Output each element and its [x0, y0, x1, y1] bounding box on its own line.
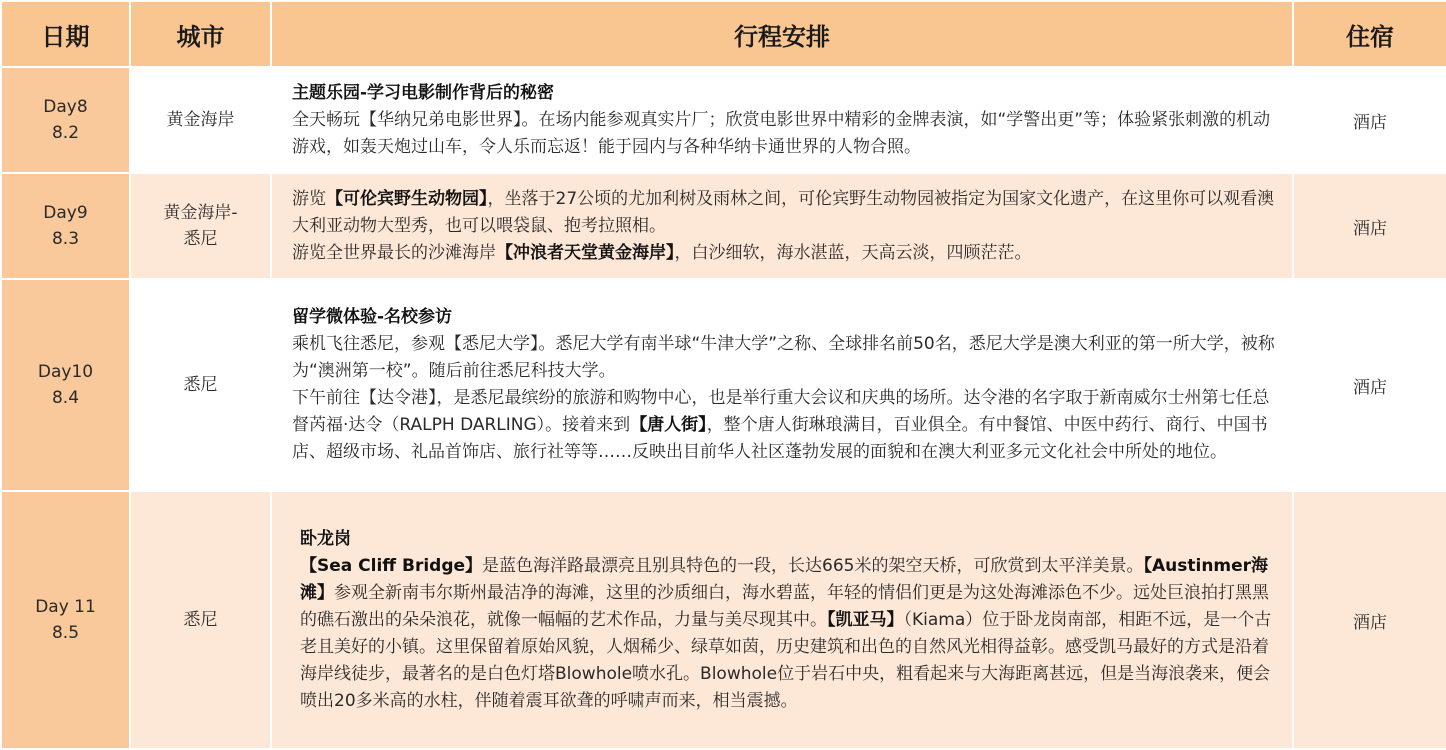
plan-text: 参观全新南韦尔斯州最洁净的海滩，这里的沙质细白，海水碧蓝，年轻的情侣们更是为这处海滩添色不少。远处巨浪拍打黑黑的礁石激出的朵朵浪花，就像一幅幅的艺术作品，力量与美尽现其中。: [300, 582, 1269, 630]
plan-text: ，坐落于27公顷的尤加利树及雨林之间，可伦宾野生动物园被指定为国家文化遗产，在这里你可以观看澳大利亚动物大型秀，也可以喂袋鼠、抱考拉照相。: [292, 188, 1275, 236]
plan-highlight: 【Austinmer海滩】: [300, 555, 1269, 603]
table-row-day9: [1, 173, 1446, 279]
date-cell: [1, 67, 130, 173]
table-row-day10: [1, 279, 1446, 491]
date-label: 8.5: [51, 623, 80, 643]
plan-text: 游览全世界最长的沙滩海岸: [292, 242, 496, 263]
city-cell: 黄金海岸: [130, 67, 271, 173]
date-label: 8.4: [51, 388, 80, 408]
city-cell: [130, 173, 271, 279]
plan-text: 下午前往【达令港】，是悉尼最缤纷的旅游和购物中心，也是举行重大会议和庆典的场所。达令港的名字取于新南威尔士州第七任总督芮福·达令（RALPH DARLING）。接着来到: [292, 388, 1270, 435]
plan-cell: [271, 67, 1293, 173]
day-label: Day9: [43, 203, 88, 223]
stay-cell: 酒店: [1293, 491, 1446, 749]
stay-cell: 酒店: [1293, 173, 1446, 279]
plan-text: ，整个唐人街琳琅满目，百业俱全。有中餐馆、中医中药行、商行、中国书店、超级市场、礼品首饰店、旅行社等等……反映出目前华人社区蓬勃发展的面貌和在澳大利亚多元文化社会中所处的地位。: [292, 415, 1268, 462]
header-date: 日期: [1, 1, 130, 67]
date-cell: [1, 491, 130, 749]
plan-title: 留学微体验-名校参访: [292, 307, 453, 327]
city-line: 悉尼: [183, 229, 218, 249]
plan-cell: [271, 279, 1293, 491]
city-cell: 悉尼: [130, 491, 271, 749]
plan-text: 乘机飞往悉尼，参观【悉尼大学】。悉尼大学有南半球“牛津大学”之称、全球排名前50名，悉尼大学是澳大利亚的第一所大学，被称为“澳洲第一校”。随后前往悉尼科技大学。: [292, 334, 1275, 381]
table-row-day8: [1, 67, 1446, 173]
plan-highlight: 【可伦宾野生动物园】: [326, 188, 488, 209]
date-cell: [1, 173, 130, 279]
plan-cell: [271, 491, 1293, 749]
header-city: 城市: [130, 1, 271, 67]
plan-highlight: 【唐人街】: [630, 415, 707, 435]
stay-cell: 酒店: [1293, 279, 1446, 491]
day-label: Day10: [37, 362, 94, 382]
table-row-day11: [1, 491, 1446, 749]
plan-text: ，白沙细软，海水湛蓝，天高云淡，四顾茫茫。: [674, 242, 1032, 263]
plan-text: 全天畅玩【华纳兄弟电影世界】。在场内能参观真实片厂；欣赏电影世界中精彩的金牌表演，如“学警出更”等；体验紧张刺激的机动游戏，如轰天炮过山车，令人乐而忘返！能于园内与各种华纳卡通世界的人物合照。: [292, 109, 1271, 157]
date-label: 8.3: [51, 229, 80, 249]
plan-highlight: 【Sea Cliff Bridge】: [300, 555, 483, 576]
stay-cell: 酒店: [1293, 67, 1446, 173]
day-label: Day 11: [35, 597, 96, 617]
plan-cell: [271, 173, 1293, 279]
plan-text: （Kiama）位于卧龙岗南部，相距不远，是一个古老且美好的小镇。这里保留着原始风貌，人烟稀少、绿草如茵，历史建筑和出色的自然风光相得益彰。感受凯马最好的方式是沿着海岸线徒步，最著名的是白色灯塔Blowhole喷水孔。Blowhole位于岩石中央，粗看起来与大海距离甚远，但是当海浪袭来，便会喷出20多米高的水柱，伴随着震耳欲聋的呼啸声而来，相当震撼。: [300, 609, 1272, 711]
city-line: 黄金海岸-: [163, 203, 238, 223]
plan-title: 卧龙岗: [300, 528, 351, 549]
header-plan: 行程安排: [271, 1, 1293, 67]
plan-title: 主题乐园-学习电影制作背后的秘密: [292, 82, 555, 103]
date-label: 8.2: [51, 123, 80, 143]
plan-highlight: 【凯亚马】: [827, 609, 904, 630]
plan-highlight: 【冲浪者天堂黄金海岸】: [496, 242, 675, 263]
table-header-row: [1, 1, 1446, 67]
header-stay: 住宿: [1293, 1, 1446, 67]
date-cell: [1, 279, 130, 491]
city-cell: 悉尼: [130, 279, 271, 491]
plan-text: 游览: [292, 188, 326, 209]
plan-text: 是蓝色海洋路最漂亮且别具特色的一段，长达665米的架空天桥，可欣赏到太平洋美景。: [482, 555, 1144, 576]
day-label: Day8: [43, 97, 88, 117]
